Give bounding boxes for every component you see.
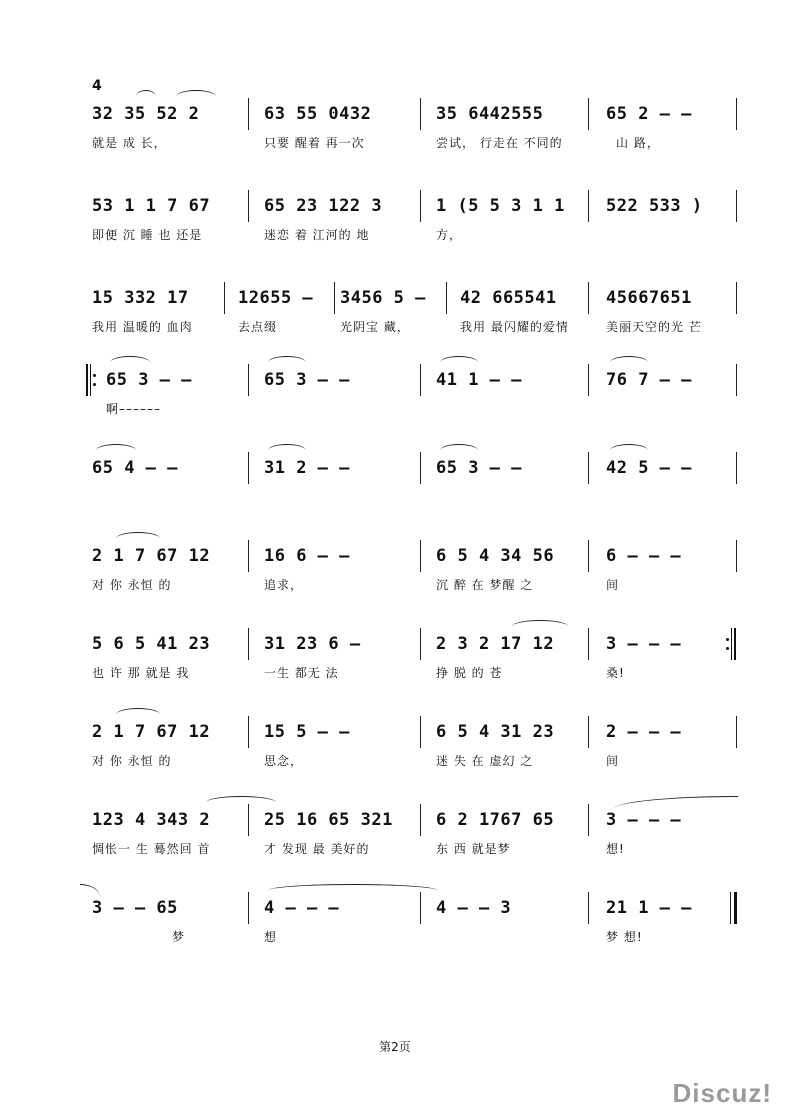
watermark-logo: Discuz! [672, 1078, 772, 1108]
slur [610, 444, 648, 457]
slur [96, 444, 136, 457]
jianpu-notes: 6 2 1767 65 [436, 810, 555, 830]
bar-line [420, 190, 421, 222]
lyrics: 即便 沉 睡 也 还是 [92, 228, 203, 242]
jianpu-notes: 6 – – – [606, 546, 682, 566]
bar-line [420, 628, 421, 660]
jianpu-notes: 65 23 122 3 [264, 196, 383, 216]
bar-line [248, 98, 249, 130]
score-system-1 [88, 98, 748, 158]
lyrics: 去点缀 [238, 320, 278, 334]
bar-line [224, 282, 225, 314]
jianpu-notes: 3456 5 – [340, 288, 426, 308]
lyrics: 想! [606, 842, 625, 856]
score-system-3 [88, 282, 748, 342]
lyrics: 只要 醒着 再一次 [264, 136, 365, 150]
bar-line [248, 364, 249, 396]
bar-line [420, 364, 421, 396]
lyrics: 追求， [264, 578, 304, 592]
final-bar-line [734, 892, 737, 924]
lyrics: 桑! [606, 666, 625, 680]
lyrics: 我用 最闪耀的爱情 [460, 320, 569, 334]
jianpu-notes: 12655 – [238, 288, 314, 308]
slur [268, 356, 306, 369]
bar-line [588, 540, 589, 572]
lyrics: 梦 想! [606, 930, 643, 944]
bar-line [334, 282, 335, 314]
slur [206, 796, 276, 809]
jianpu-notes: 522 533 ) [606, 196, 703, 216]
slur [512, 620, 568, 633]
jianpu-notes: 15 5 – – [264, 722, 350, 742]
jianpu-notes: 16 6 – – [264, 546, 350, 566]
slur [440, 444, 478, 457]
lyrics: 梦 [172, 930, 186, 944]
lyrics: 挣 脱 的 苍 [436, 666, 503, 680]
bar-line [736, 190, 737, 222]
lyrics: 尝试， 行走在 不同的 [436, 136, 563, 150]
bar-line [736, 364, 737, 396]
bar-line [588, 190, 589, 222]
slur [136, 90, 156, 103]
jianpu-notes: 2 3 2 17 12 [436, 634, 555, 654]
bar-line [446, 282, 447, 314]
score-system-8 [88, 716, 748, 776]
jianpu-notes: 35 6442555 [436, 104, 544, 124]
jianpu-notes: 65 4 – – [92, 458, 178, 478]
slur [610, 356, 648, 369]
jianpu-notes: 65 3 – – [106, 370, 192, 390]
bar-line [420, 98, 421, 130]
jianpu-notes: 3 – – – [606, 634, 682, 654]
bar-line [588, 98, 589, 130]
bar-line [736, 98, 737, 130]
score-system-10 [88, 892, 748, 952]
repeat-end-sign [726, 628, 736, 660]
lyrics: 迷恋 着 江河的 地 [264, 228, 370, 242]
lyrics: 光阴宝 藏， [340, 320, 410, 334]
bar-line [420, 892, 421, 924]
bar-line [248, 892, 249, 924]
jianpu-notes: 3 – – – [606, 810, 682, 830]
jianpu-notes: 31 2 – – [264, 458, 350, 478]
tie [80, 884, 100, 897]
bar-line [420, 452, 421, 484]
jianpu-notes: 41 1 – – [436, 370, 522, 390]
lyrics: 对 你 永恒 的 [92, 754, 172, 768]
bar-line [248, 716, 249, 748]
lyrics: 一生 都无 法 [264, 666, 339, 680]
jianpu-notes: 42 665541 [460, 288, 557, 308]
lyrics: 思念， [264, 754, 304, 768]
bar-line [736, 282, 737, 314]
jianpu-notes: 123 4 343 2 [92, 810, 211, 830]
jianpu-notes: 63 55 0432 [264, 104, 372, 124]
jianpu-notes: 32 35 52 2 [92, 104, 200, 124]
jianpu-notes: 4 – – 3 [436, 898, 512, 918]
bar-line [588, 628, 589, 660]
bar-line [588, 892, 589, 924]
bar-line [420, 540, 421, 572]
lyrics: 山 路， [616, 136, 660, 150]
lyrics: 沉 醉 在 梦醒 之 [436, 578, 534, 592]
lyrics: 想 [264, 930, 278, 944]
bar-line [588, 804, 589, 836]
page-number: 第2页 [379, 1040, 411, 1054]
jianpu-notes: 31 23 6 – [264, 634, 361, 654]
slur [116, 708, 160, 721]
lyrics: 方， [436, 228, 463, 242]
bar-line [588, 282, 589, 314]
lyrics: 惆怅一 生 蓦然回 首 [92, 842, 211, 856]
lyrics: 间 [606, 578, 620, 592]
score-system-5 [88, 452, 748, 512]
bar-line [588, 452, 589, 484]
lyrics: 也 许 那 就是 我 [92, 666, 190, 680]
score-system-6 [88, 540, 748, 600]
bar-line [588, 716, 589, 748]
slur [116, 532, 160, 545]
slur [176, 90, 216, 103]
bar-line [248, 452, 249, 484]
tie [614, 796, 738, 809]
bar-line [248, 804, 249, 836]
lyrics: 就是 成 长， [92, 136, 167, 150]
bar-line [736, 716, 737, 748]
jianpu-notes: 76 7 – – [606, 370, 692, 390]
slur [268, 444, 306, 457]
bar-line [420, 716, 421, 748]
jianpu-notes: 53 1 1 7 67 [92, 196, 211, 216]
bar-line [248, 628, 249, 660]
bar-line [736, 452, 737, 484]
bar-line [420, 804, 421, 836]
lyrics: 间 [606, 754, 620, 768]
jianpu-notes: 42 5 – – [606, 458, 692, 478]
lyrics: 美丽天空的光 芒 [606, 320, 702, 334]
jianpu-notes: 3 – – 65 [92, 898, 178, 918]
jianpu-notes: 65 2 – – [606, 104, 692, 124]
bar-line [730, 892, 731, 924]
lyrics: 对 你 永恒 的 [92, 578, 172, 592]
score-system-4 [88, 364, 748, 424]
jianpu-notes: 1 (5 5 3 1 1 [436, 196, 565, 216]
lyrics: 啊–––––– [106, 402, 162, 416]
jianpu-notes: 21 1 – – [606, 898, 692, 918]
jianpu-notes: 45667651 [606, 288, 692, 308]
lyrics: 我用 温暖的 血肉 [92, 320, 193, 334]
jianpu-notes: 65 3 – – [264, 370, 350, 390]
lyrics: 迷 失 在 虚幻 之 [436, 754, 534, 768]
lyrics: 东 西 就是梦 [436, 842, 511, 856]
bar-line [588, 364, 589, 396]
lyrics: 才 发现 最 美好的 [264, 842, 370, 856]
score-system-7 [88, 628, 748, 688]
jianpu-notes: 4 – – – [264, 898, 340, 918]
jianpu-notes: 65 3 – – [436, 458, 522, 478]
jianpu-notes: 2 – – – [606, 722, 682, 742]
jianpu-notes: 2 1 7 67 12 [92, 546, 211, 566]
slur [110, 356, 150, 369]
measure-number: 4 [92, 78, 102, 94]
bar-line [248, 190, 249, 222]
jianpu-notes: 6 5 4 31 23 [436, 722, 555, 742]
repeat-sign [86, 364, 96, 396]
jianpu-notes: 25 16 65 321 [264, 810, 393, 830]
score-system-9 [88, 804, 748, 864]
tie [268, 884, 438, 897]
jianpu-notes: 6 5 4 34 56 [436, 546, 555, 566]
jianpu-notes: 5 6 5 41 23 [92, 634, 211, 654]
score-system-2 [88, 190, 748, 250]
jianpu-notes: 2 1 7 67 12 [92, 722, 211, 742]
bar-line [248, 540, 249, 572]
jianpu-notes: 15 332 17 [92, 288, 189, 308]
slur [440, 356, 478, 369]
bar-line [736, 540, 737, 572]
